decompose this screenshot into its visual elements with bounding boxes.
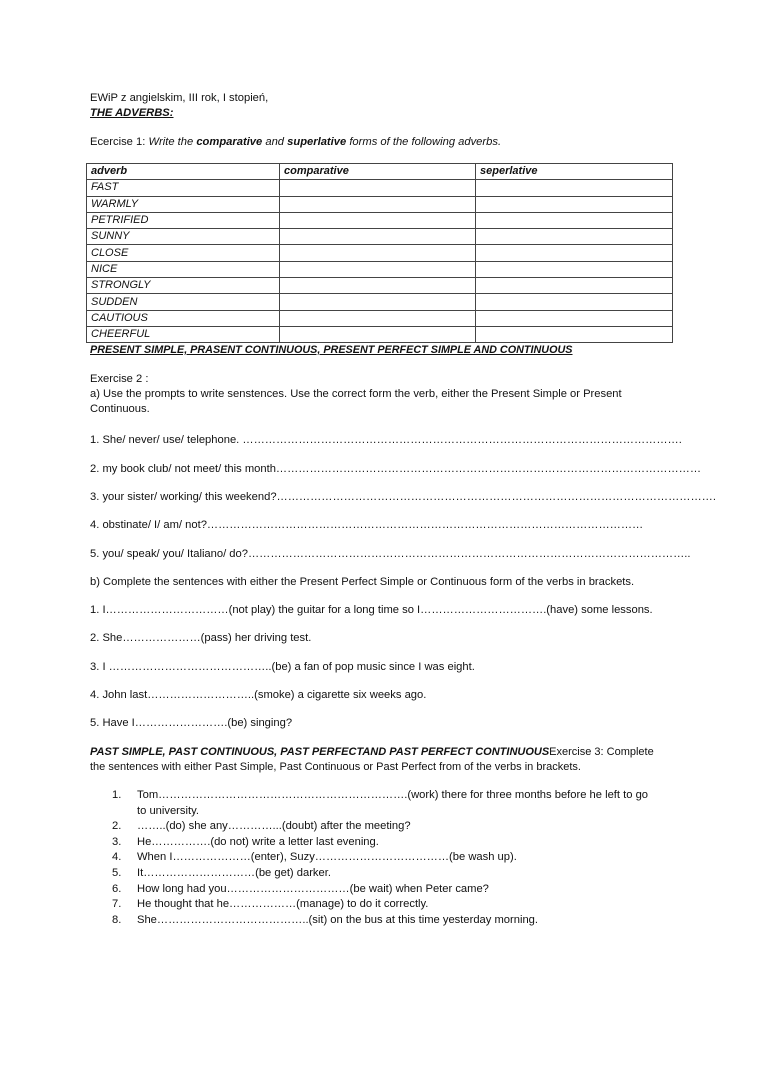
table-row bbox=[87, 310, 673, 326]
table-row bbox=[87, 278, 673, 294]
item-number: 6. bbox=[112, 882, 122, 895]
page-title: THE ADVERBS: bbox=[90, 107, 174, 119]
list-item bbox=[90, 788, 650, 819]
answer-cell[interactable] bbox=[280, 212, 476, 228]
exercise1-label: Ecercise 1: bbox=[90, 136, 149, 148]
exercise2a-instruction: a) Use the prompts to write senstences. Use the correct form the verb, either the Present Simple or Present Continuous. bbox=[90, 388, 622, 416]
item-number: 3. bbox=[112, 835, 122, 848]
item-number: 7. bbox=[112, 898, 122, 911]
column-header-adverb: adverb bbox=[87, 164, 280, 180]
adverb-cell: NICE bbox=[87, 261, 280, 277]
exercise2b-item: 3. I ……………………………………..(be) a fan of pop music since I was eight. bbox=[90, 661, 475, 673]
exercise2b-item: 2. She…………………(pass) her driving test. bbox=[90, 632, 312, 644]
item-text: When I…………………(enter), Suzy………………………………(be wash up). bbox=[137, 851, 517, 864]
answer-cell[interactable] bbox=[476, 261, 673, 277]
table-row bbox=[87, 326, 673, 342]
section2-title: PRESENT SIMPLE, PRASENT CONTINUOUS, PRESENT PERFECT SIMPLE AND CONTINUOUS bbox=[90, 344, 573, 356]
answer-cell[interactable] bbox=[476, 294, 673, 310]
answer-cell[interactable] bbox=[280, 229, 476, 245]
table-header-row bbox=[87, 164, 673, 180]
answer-cell[interactable] bbox=[280, 326, 476, 342]
item-text: He thought that he………………(manage) to do it correctly. bbox=[137, 898, 429, 911]
adverbs-table bbox=[86, 163, 673, 343]
adverb-cell: FAST bbox=[87, 180, 280, 196]
table-row bbox=[87, 245, 673, 261]
answer-cell[interactable] bbox=[476, 212, 673, 228]
adverb-cell: SUDDEN bbox=[87, 294, 280, 310]
item-number: 4. bbox=[112, 851, 122, 864]
item-number: 1. bbox=[112, 789, 122, 801]
exercise2a-item: 3. your sister/ working/ this weekend?………………………………………………………………………………………………………. bbox=[90, 491, 716, 503]
item-number: 2. bbox=[112, 820, 122, 833]
item-number: 8. bbox=[112, 913, 122, 926]
answer-cell[interactable] bbox=[476, 180, 673, 196]
item-text: Tom………………………………………………………….(work) there for three months before he left to go to university. bbox=[137, 789, 649, 817]
answer-cell[interactable] bbox=[280, 180, 476, 196]
item-text: ……..(do) she any…………...(doubt) after the meeting? bbox=[137, 820, 411, 833]
answer-cell[interactable] bbox=[280, 196, 476, 212]
adverb-cell: SUNNY bbox=[87, 229, 280, 245]
list-item bbox=[90, 897, 650, 913]
column-header-superlative: seperlative bbox=[476, 164, 673, 180]
table-row bbox=[87, 294, 673, 310]
answer-cell[interactable] bbox=[476, 245, 673, 261]
item-number: 5. bbox=[112, 866, 122, 879]
adverb-cell: CAUTIOUS bbox=[87, 310, 280, 326]
exercise2a-item: 1. She/ never/ use/ telephone. ………………………………………………………………………………………………………. bbox=[90, 434, 682, 446]
exercise3-list bbox=[90, 788, 650, 928]
answer-cell[interactable] bbox=[280, 294, 476, 310]
item-text: She…………………………………..(sit) on the bus at this time yesterday morning. bbox=[137, 913, 539, 926]
exercise2b-item: 5. Have I…………………….(be) singing? bbox=[90, 717, 293, 729]
answer-cell[interactable] bbox=[280, 261, 476, 277]
answer-cell[interactable] bbox=[476, 229, 673, 245]
section3-title: PAST SIMPLE, PAST CONTINUOUS, PAST PERFECTAND PAST PERFECT CONTINUOUS bbox=[90, 746, 550, 758]
list-item bbox=[90, 882, 650, 898]
exercise3-instruction: Exercise 3: Complete the sentences with either Past Simple, Past Continuous or Past Perfect from of the verbs in brackets. bbox=[90, 746, 654, 774]
exercise2-label: Exercise 2 : bbox=[90, 373, 149, 385]
exercise2a-item: 5. you/ speak/ you/ Italiano/ do?……………………………………………………………………………………………………….. bbox=[90, 548, 691, 560]
list-item bbox=[90, 913, 650, 929]
column-header-comparative: comparative bbox=[280, 164, 476, 180]
table-row bbox=[87, 261, 673, 277]
exercise2a-item: 2. my book club/ not meet/ this month…………………………………………………………………………………………………… bbox=[90, 463, 702, 475]
table-row bbox=[87, 229, 673, 245]
exercise3-intro bbox=[90, 745, 670, 775]
exercise2b-instruction: b) Complete the sentences with either the Present Perfect Simple or Continuous form of the verbs in brackets. bbox=[90, 576, 635, 588]
list-item bbox=[90, 850, 650, 866]
exercise2b-item: 4. John last………………………..(smoke) a cigarette six weeks ago. bbox=[90, 689, 427, 701]
course-line: EWiP z angielskim, III rok, I stopień, bbox=[90, 92, 269, 104]
exercise1-instruction: Ecercise 1: Write the comparative and superlative forms of the following adverbs. bbox=[90, 136, 502, 148]
table-row bbox=[87, 196, 673, 212]
answer-cell[interactable] bbox=[476, 310, 673, 326]
adverb-cell: CLOSE bbox=[87, 245, 280, 261]
answer-cell[interactable] bbox=[280, 310, 476, 326]
adverb-cell: PETRIFIED bbox=[87, 212, 280, 228]
answer-cell[interactable] bbox=[280, 245, 476, 261]
list-item bbox=[90, 819, 650, 835]
table-row bbox=[87, 180, 673, 196]
list-item bbox=[90, 866, 650, 882]
list-item bbox=[90, 835, 650, 851]
exercise2a-item: 4. obstinate/ I/ am/ not?……………………………………………………………………………………………………… bbox=[90, 519, 644, 531]
adverb-cell: CHEERFUL bbox=[87, 326, 280, 342]
item-text: It…………………………(be get) darker. bbox=[137, 866, 331, 879]
item-text: How long had you……………………………(be wait) when Peter came? bbox=[137, 882, 489, 895]
adverb-cell: WARMLY bbox=[87, 196, 280, 212]
answer-cell[interactable] bbox=[476, 326, 673, 342]
answer-cell[interactable] bbox=[476, 196, 673, 212]
item-text: He…………….(do not) write a letter last evening. bbox=[137, 835, 379, 848]
adverb-cell: STRONGLY bbox=[87, 278, 280, 294]
exercise2b-item: 1. I……………………………(not play) the guitar for a long time so I…………………………….(have) some lessons. bbox=[90, 604, 653, 616]
table-row bbox=[87, 212, 673, 228]
answer-cell[interactable] bbox=[280, 278, 476, 294]
answer-cell[interactable] bbox=[476, 278, 673, 294]
